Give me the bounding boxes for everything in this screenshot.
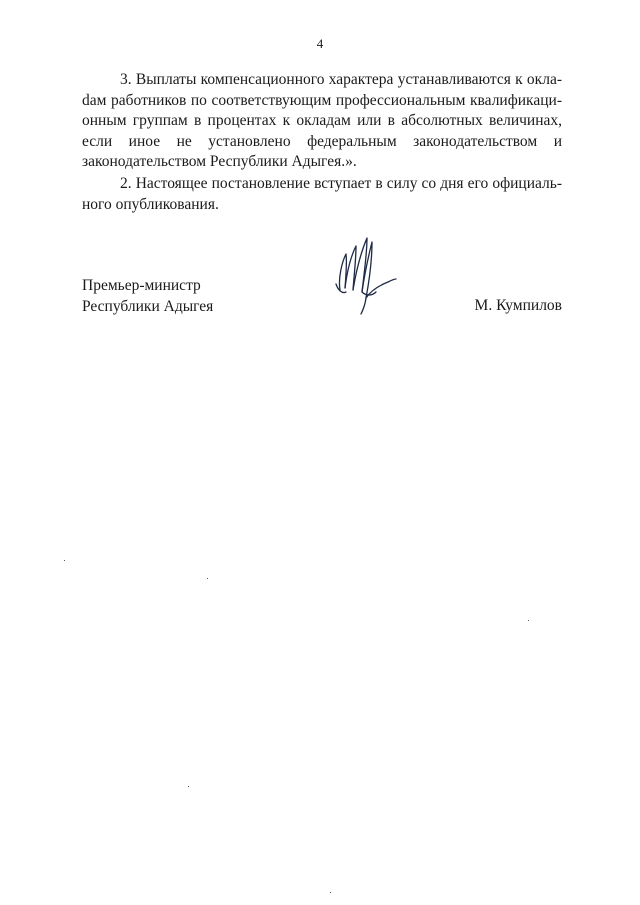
signer-position: [82, 276, 213, 317]
page-number: 4: [316, 36, 324, 51]
handwritten-signature-icon: [332, 232, 398, 318]
scan-speck: [330, 892, 331, 893]
scan-speck: [64, 560, 65, 561]
scan-speck: [207, 578, 208, 579]
paragraph-entry-into-force: 2. Настоящее постановление вступает в силу со дня его официального опубликования.: [82, 175, 562, 213]
scan-speck: [188, 786, 189, 787]
signer-name: М. Кумпилов: [474, 297, 562, 314]
scan-speck: [528, 620, 529, 621]
signer-position-line-1: Премьер-министр: [82, 277, 201, 294]
signer-position-line-2: Республики Адыгея: [82, 297, 214, 315]
paragraph-compensation-payments: 3. Выплаты компенсационного характера устанавливаются к оклаdам работников по соответствующим профессиональным квалификационным группам в процентах к окладам или в абсолютных величинах, если иное не установлено федеральным законодательством и законодательством Республики Адыгея.».: [82, 71, 562, 170]
